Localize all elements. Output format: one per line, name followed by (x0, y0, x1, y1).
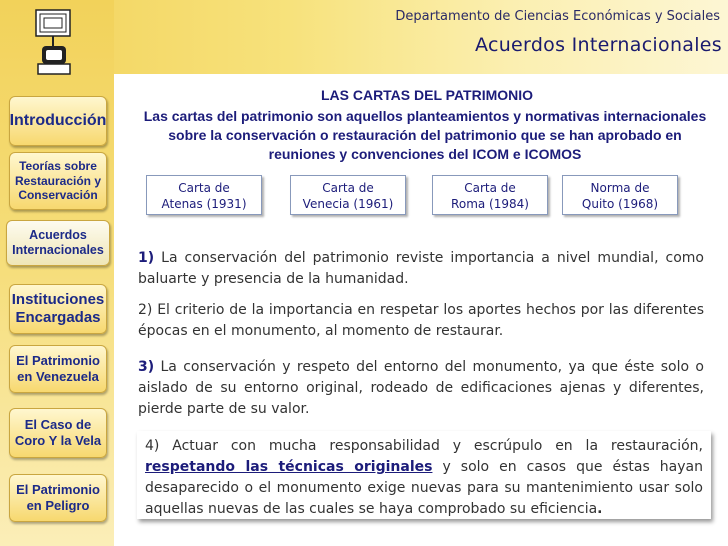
charter-line1: Carta de (464, 181, 516, 195)
paragraph-3 (138, 357, 704, 420)
charter-line1: Carta de (178, 181, 230, 195)
sidebar-item-patrimonio-venezuela[interactable]: El Patrimonio en Venezuela (9, 345, 107, 393)
sidebar-item-patrimonio-peligro[interactable]: El Patrimonio en Peligro (9, 474, 107, 522)
charter-line2: Venecia (1961) (302, 197, 394, 211)
paragraph-number: 1) (138, 250, 155, 266)
charter-line1: Norma de (590, 181, 650, 195)
sidebar-item-introduccion[interactable]: Introducción (9, 96, 107, 146)
charter-line2: Atenas (1931) (161, 197, 247, 211)
page-title: Acuerdos Internacionales (475, 34, 722, 56)
sidebar-item-instituciones[interactable]: Instituciones Encargadas (9, 284, 107, 334)
university-logo-icon (32, 8, 76, 78)
charter-button-atenas[interactable] (146, 175, 262, 215)
charter-line2: Quito (1968) (581, 197, 659, 211)
charter-line2: Roma (1984) (451, 197, 529, 211)
department-name: Departamento de Ciencias Económicas y Sociales (395, 9, 720, 24)
sidebar-item-teorias[interactable]: Teorías sobre Restauración y Conservación (9, 152, 107, 210)
paragraph-text: 2) El criterio de la importancia en respetar los aportes hechos por las diferentes épocas en el monumento, al momento de restaurar. (138, 302, 704, 339)
sidebar-item-coro-vela[interactable]: El Caso de Coro Y la Vela (9, 408, 107, 458)
section-subheading: Las cartas del patrimonio son aquellos planteamientos y normativas internacionales sobre la conservación o restauración del patrimonio que se han aprobado en reuniones y convenciones del ICOM e ICOMOS (143, 108, 707, 162)
paragraph-number: 3) (138, 359, 155, 375)
paragraph-text: 4) Actuar con mucha responsabilidad y escrúpulo en la restauración, (145, 438, 703, 454)
charter-button-roma[interactable] (432, 175, 548, 215)
section-heading: LAS CARTAS DEL PATRIMONIO (320, 87, 534, 103)
charter-button-quito[interactable] (562, 175, 678, 215)
paragraph-1 (138, 248, 704, 290)
sidebar-item-acuerdos[interactable]: Acuerdos Internacionales (6, 220, 110, 266)
charter-button-venecia[interactable] (290, 175, 406, 215)
paragraph-text: La conservación del patrimonio reviste importancia a nivel mundial, como baluarte y presencia de la humanidad. (138, 250, 704, 287)
tecnicas-originales-link[interactable]: respetando las técnicas originales (145, 459, 433, 475)
paragraph-end: . (597, 501, 603, 517)
charter-line1: Carta de (322, 181, 374, 195)
paragraph-text: La conservación y respeto del entorno del monumento, ya que éste solo o aislado de su entorno original, rodeado de edificaciones ajenas y diferentes, pierde parte de su valor. (138, 359, 704, 417)
paragraph-text: y solo en casos que éstas hayan desaparecido o el monumento exige nuevas para su mantenimiento usar solo aquellas nuevas de las cuales se haya comprobado su eficiencia (145, 459, 703, 517)
sidebar-band (0, 0, 114, 546)
paragraph-4-box (137, 431, 711, 519)
paragraph-2 (138, 300, 704, 342)
